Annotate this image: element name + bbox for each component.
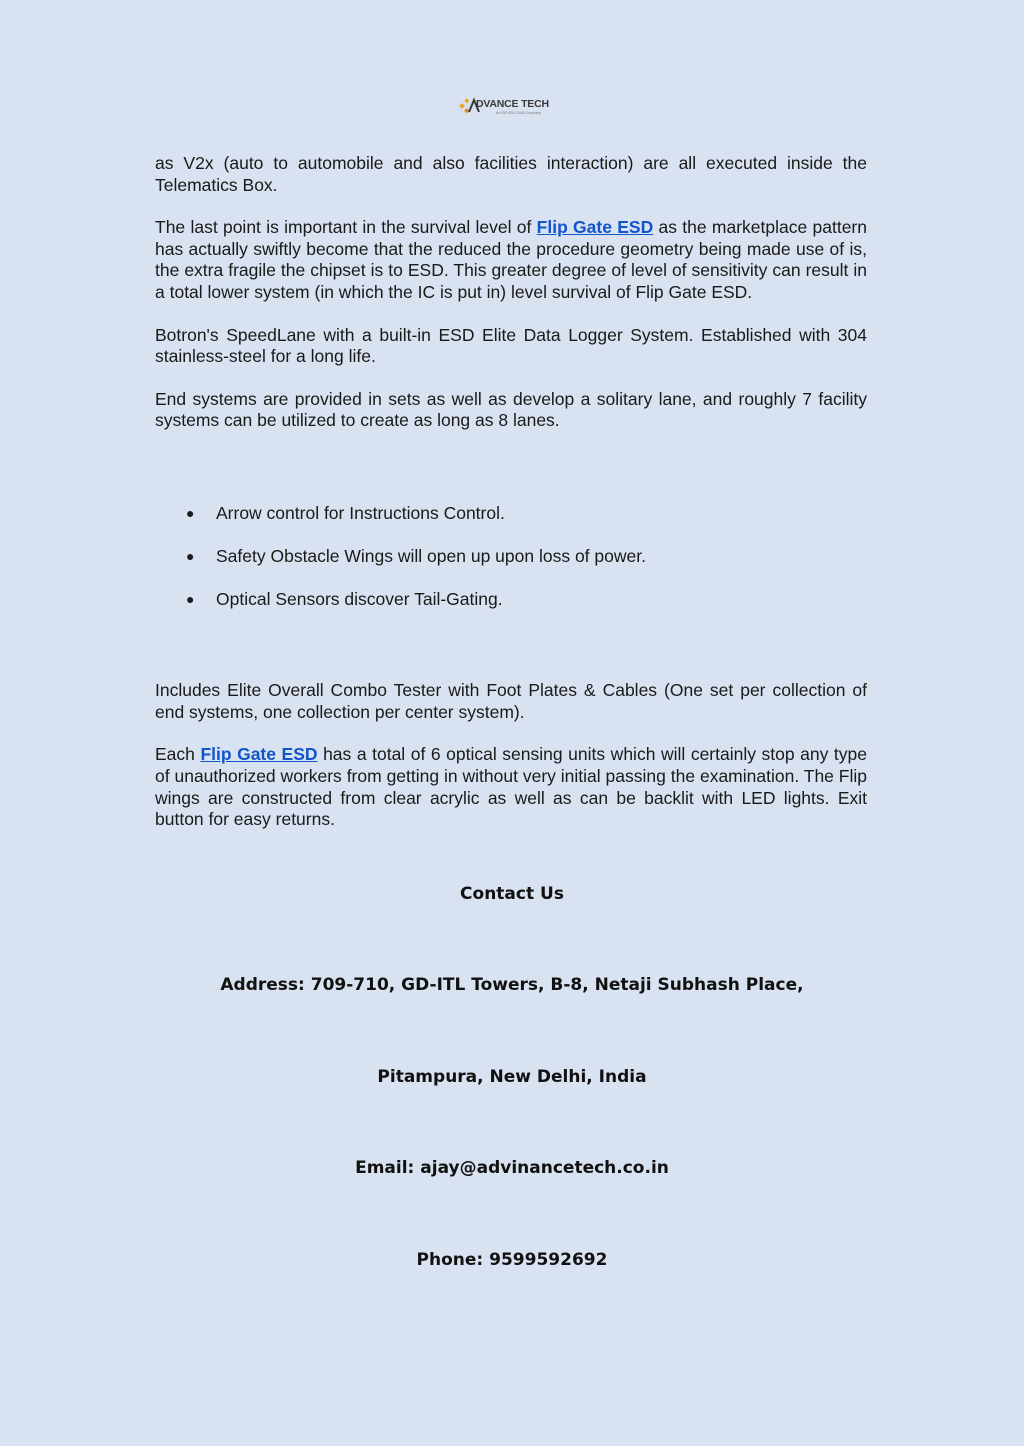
- paragraph-text: has a total of 6 optical sensing units which will certainly stop any type of unauthorized workers from getting in without very initial passing the examination. The Flip wings are constructed from clear acrylic as well as can be backlit with LED lights. Exit button for easy returns.: [155, 744, 867, 830]
- flip-gate-esd-link[interactable]: Flip Gate ESD: [536, 217, 654, 238]
- paragraph-text: The last point is important in the survival level of: [155, 217, 537, 238]
- bullet-icon: ●: [186, 548, 195, 565]
- document-body: [155, 153, 867, 831]
- contact-email: Email: ajay@advinancetech.co.in: [355, 1158, 669, 1178]
- feature-list: [155, 503, 867, 611]
- paragraph-text: Each: [155, 744, 201, 765]
- list-item-text: Arrow control for Instructions Control.: [216, 502, 505, 523]
- paragraph-survival-level: [155, 217, 867, 303]
- spacer: [155, 432, 867, 503]
- list-item: [155, 546, 867, 568]
- list-item: [155, 589, 867, 611]
- contact-address-line2: Pitampura, New Delhi, India: [377, 1067, 647, 1087]
- contact-phone: Phone: 9599592692: [416, 1250, 608, 1270]
- contact-heading: Contact Us: [460, 884, 564, 904]
- list-item-text: Safety Obstacle Wings will open up upon loss of power.: [216, 546, 646, 567]
- logo-text: DVANCE TECH: [476, 98, 549, 110]
- flip-gate-esd-link[interactable]: Flip Gate ESD: [200, 744, 318, 765]
- logo-subtext: An ISO 9001:2008 Company: [496, 111, 541, 115]
- company-logo: [458, 94, 558, 120]
- paragraph-text: as the marketplace pattern has actually swiftly become that the reduced the procedure geometry being made use of is, the extra fragile the chipset is to ESD. This greater degree of level of sensitivity can result in a total lower system (in which the IC is put in) level survival of Flip Gate ESD.: [155, 217, 867, 302]
- contact-address-line1: Address: 709-710, GD-ITL Towers, B-8, Netaji Subhash Place,: [220, 975, 804, 995]
- paragraph-combo-tester: Includes Elite Overall Combo Tester with Foot Plates & Cables (One set per collection of end systems, one collection per center system).: [155, 680, 867, 722]
- paragraph-telematics: as V2x (auto to automobile and also facilities interaction) are all executed inside the Telematics Box.: [155, 153, 867, 195]
- paragraph-optical-sensing: [155, 744, 867, 830]
- list-item: [155, 503, 867, 525]
- bullet-icon: ●: [186, 504, 195, 521]
- paragraph-speedlane: Botron's SpeedLane with a built-in ESD Elite Data Logger System. Established with 304 stainless-steel for a long life.: [155, 324, 867, 367]
- paragraph-end-systems: End systems are provided in sets as well as develop a solitary lane, and roughly 7 facility systems can be utilized to create as long as 8 lanes.: [155, 388, 867, 431]
- spacer: [155, 632, 867, 680]
- list-item-text: Optical Sensors discover Tail-Gating.: [216, 589, 503, 610]
- bullet-icon: ●: [186, 591, 195, 608]
